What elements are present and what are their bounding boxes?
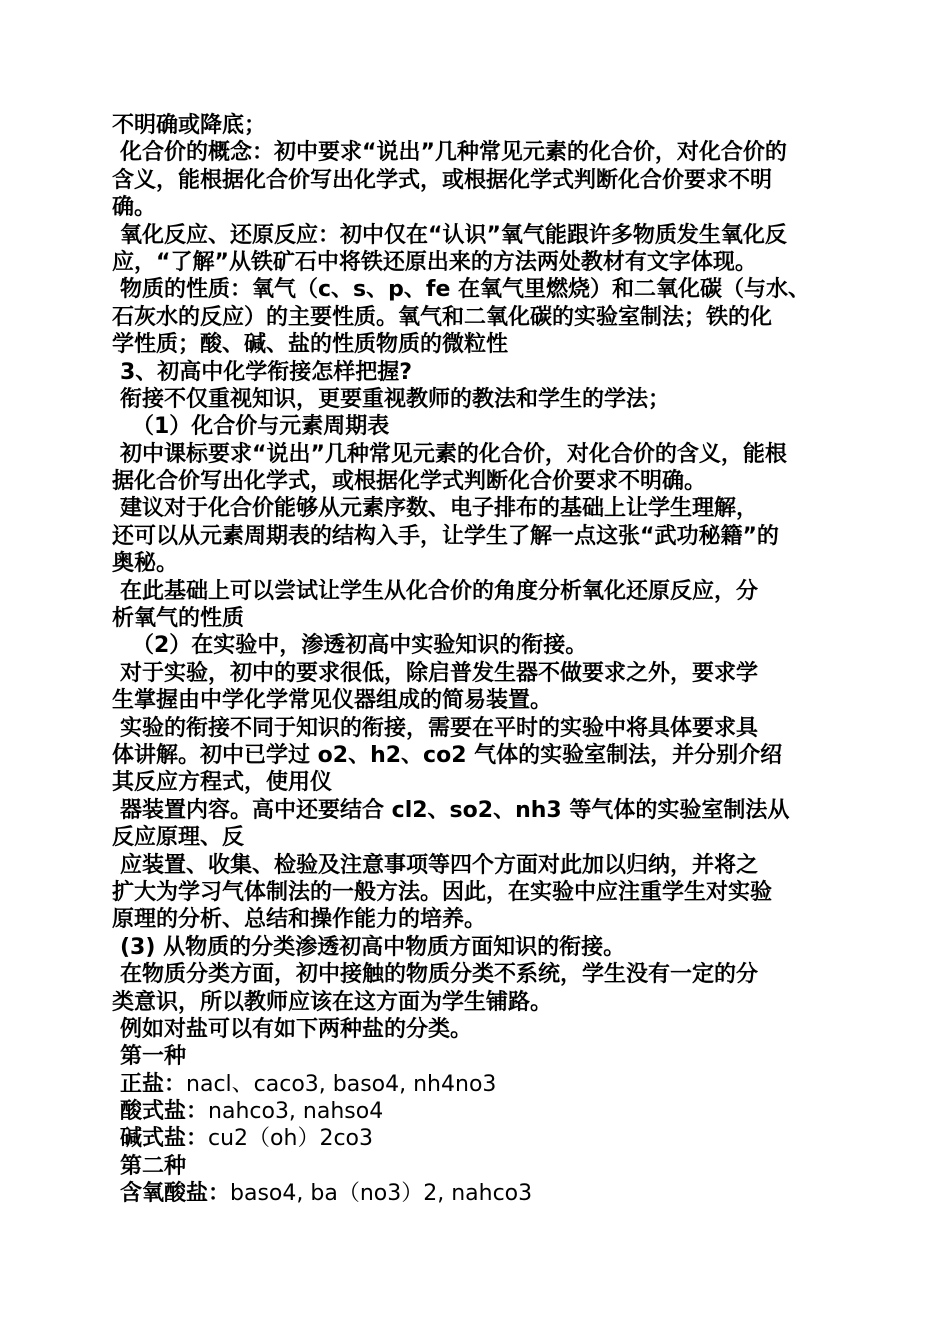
text-line	[112, 495, 838, 522]
text-line-label: 衔接不仅重视知识，更要重视教师的教法和学生的学法；	[120, 386, 671, 412]
text-line-label: 石灰水的反应）的主要性质。氧气和二氧化碳的实验室制法；铁的化	[112, 304, 773, 330]
text-line-label: 含氧酸盐：	[120, 1181, 231, 1207]
text-line-label: 第二种	[120, 1153, 187, 1179]
text-line-label: 扩大为学习气体制法的一般方法。因此，在实验中应注重学生对实验	[112, 879, 773, 905]
text-line	[112, 249, 838, 276]
text-line-label: 实验的衔接不同于知识的衔接，需要在平时的实验中将具体要求具	[120, 715, 759, 741]
text-line-label: 原理的分析、总结和操作能力的培养。	[112, 907, 487, 933]
text-line-label: 应装置、收集、检验及注意事项等四个方面对此加以归纳，并将之	[120, 852, 759, 878]
text-line	[112, 742, 838, 769]
text-line	[112, 468, 838, 495]
text-line	[112, 167, 838, 194]
text-line	[112, 139, 838, 166]
text-line	[112, 550, 838, 577]
text-line	[112, 331, 838, 358]
text-line-label: 其反应方程式，使用仪	[112, 770, 333, 796]
text-line-label: 对于实验，初中的要求很低，除启普发生器不做要求之外，要求学	[120, 660, 759, 686]
text-line-label: 建议对于化合价能够从元素序数、电子排布的基础上让学生理解，	[120, 496, 759, 522]
text-line	[112, 632, 838, 659]
text-line-value: baso4, ba（no3）2, nahco3	[230, 1181, 533, 1207]
text-line-value: nahco3, nahso4	[208, 1099, 384, 1125]
text-line-label: 应，“了解”从铁矿石中将铁还原出来的方法两处教材有文字体现。	[112, 249, 757, 275]
text-line	[112, 304, 838, 331]
text-line-label: 在物质分类方面，初中接触的物质分类不系统，学生没有一定的分	[120, 962, 759, 988]
text-line	[112, 222, 838, 249]
text-line	[112, 386, 838, 413]
text-line	[112, 441, 838, 468]
text-line-value: nacl、caco3, baso4, nh4no3	[186, 1071, 497, 1097]
text-line	[112, 276, 838, 303]
text-line	[112, 769, 838, 796]
text-line	[112, 879, 838, 906]
text-line-label: 奥秘。	[112, 551, 179, 577]
text-line	[112, 961, 838, 988]
text-line	[112, 578, 838, 605]
text-line-label: 析氧气的性质	[112, 606, 245, 632]
text-line-label: 例如对盐可以有如下两种盐的分类。	[120, 1016, 473, 1042]
text-line	[112, 1153, 838, 1180]
text-line-label: 氧化反应、还原反应：初中仅在“认识”氧气能跟许多物质发生氧化反	[120, 222, 787, 248]
text-line	[112, 934, 838, 961]
text-line-label: (3) 从物质的分类渗透初高中物质方面知识的衔接。	[120, 934, 626, 960]
text-line	[112, 1071, 838, 1098]
text-line	[112, 989, 838, 1016]
text-line-label: 体讲解。初中已学过 o2、h2、co2 气体的实验室制法，并分别介绍	[112, 742, 783, 768]
text-line-label: 初中课标要求“说出”几种常见元素的化合价，对化合价的含义，能根	[120, 441, 787, 467]
text-line	[112, 523, 838, 550]
text-line	[112, 660, 838, 687]
text-line-label: （1）化合价与元素周期表	[132, 414, 390, 440]
text-line	[112, 906, 838, 933]
text-line	[112, 112, 838, 139]
text-line	[112, 1043, 838, 1070]
text-line	[112, 413, 838, 440]
text-line-label: 确。	[112, 195, 157, 221]
text-line	[112, 715, 838, 742]
text-line	[112, 1016, 838, 1043]
text-line-label: 还可以从元素周期表的结构入手，让学生了解一点这张“武功秘籍”的	[112, 523, 779, 549]
text-line-value: cu2（oh）2co3	[208, 1126, 374, 1152]
text-line	[112, 824, 838, 851]
text-line	[112, 1098, 838, 1125]
text-line	[112, 797, 838, 824]
document-body	[112, 112, 838, 1208]
text-line-label: 器装置内容。高中还要结合 cl2、so2、nh3 等气体的实验室制法从	[120, 797, 790, 823]
text-line-label: 反应原理、反	[112, 825, 245, 851]
text-line-label: 酸式盐：	[120, 1099, 209, 1125]
text-line-label: 在此基础上可以尝试让学生从化合价的角度分析氧化还原反应，分	[120, 578, 759, 604]
text-line	[112, 1125, 838, 1152]
text-line	[112, 687, 838, 714]
text-line-label: 据化合价写出化学式，或根据化学式判断化合价要求不明确。	[112, 469, 707, 495]
text-line-label: 碱式盐：	[120, 1126, 209, 1152]
text-line-label: （2）在实验中，渗透初高中实验知识的衔接。	[132, 633, 588, 659]
text-line-label: 正盐：	[120, 1071, 187, 1097]
text-line-label: 不明确或降底；	[112, 113, 267, 138]
text-line	[112, 359, 838, 386]
text-line	[112, 852, 838, 879]
text-line-label: 学性质；酸、碱、盐的性质物质的微粒性	[112, 332, 509, 358]
text-line-label: 含义，能根据化合价写出化学式，或根据化学式判断化合价要求不明	[112, 167, 773, 193]
text-line	[112, 194, 838, 221]
text-line-label: 物质的性质：氧气（c、s、p、fe 在氧气里燃烧）和二氧化碳（与水、	[120, 277, 811, 303]
text-line-label: 化合价的概念：初中要求“说出”几种常见元素的化合价，对化合价的	[120, 140, 787, 166]
text-line	[112, 1180, 838, 1207]
text-line-label: 类意识，所以教师应该在这方面为学生铺路。	[112, 989, 553, 1015]
text-line	[112, 605, 838, 632]
text-line-label: 3、初高中化学衔接怎样把握?	[120, 359, 413, 385]
text-line-label: 生掌握由中学化学常见仪器组成的简易装置。	[112, 688, 553, 714]
text-line-label: 第一种	[120, 1044, 187, 1070]
